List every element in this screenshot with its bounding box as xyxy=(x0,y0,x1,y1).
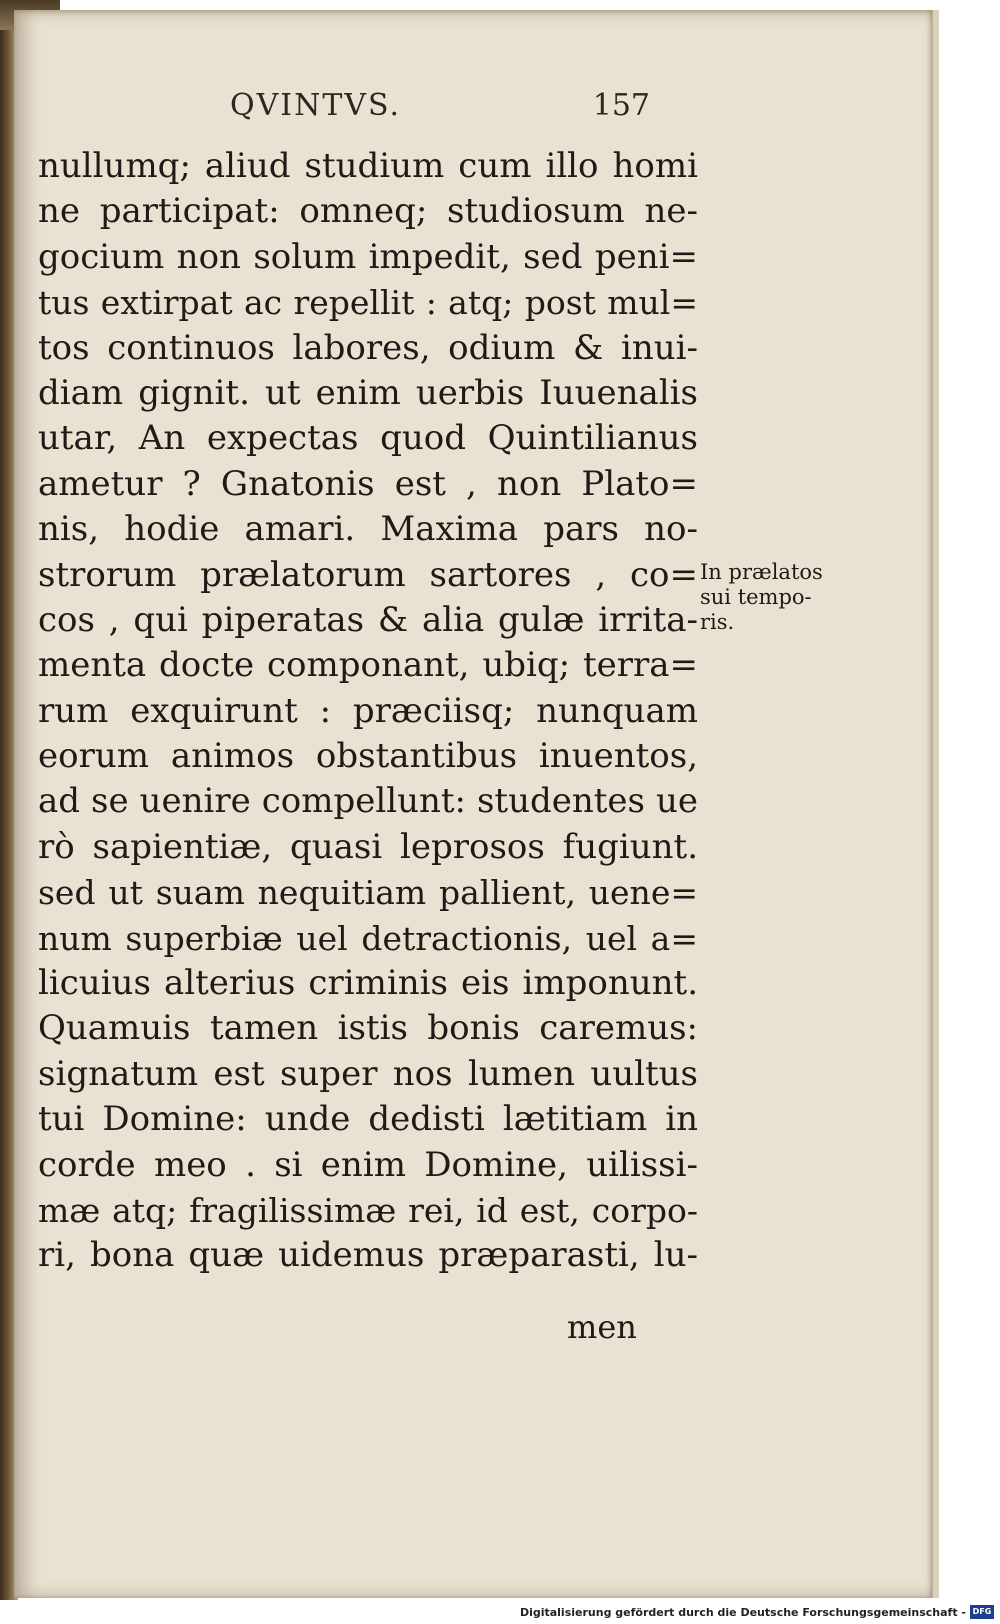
text-line: ametur ? Gnatonis est , non Plato= xyxy=(38,463,698,504)
catchword: men xyxy=(567,1308,637,1346)
text-line: eorum animos obstantibus inuentos, xyxy=(38,736,698,777)
text-line: tus extirpat ac repellit : atq; post mul= xyxy=(38,283,698,323)
text-line: diam gignit. ut enim uerbis Iuuenalis xyxy=(38,372,698,413)
text-line: num superbiæ uel detractionis, uel a= xyxy=(38,918,698,958)
digitization-credit: Digitalisierung gefördert durch die Deutsche Forschungsgemeinschaft - xyxy=(519,1606,966,1619)
text-line: rò sapientiæ, quasi leprosos fugiunt. xyxy=(38,826,698,867)
page-header xyxy=(230,88,650,132)
text-line: rum exquirunt : præciisq; nunquam xyxy=(38,690,698,731)
text-line: strorum prælatorum sartores , co= xyxy=(38,554,698,595)
text-line: ad se uenire compellunt: studentes ue xyxy=(38,781,698,822)
page-edge xyxy=(932,10,939,1598)
body-text xyxy=(38,144,698,1279)
text-line: menta docte componant, ubiq; terra= xyxy=(38,645,698,686)
text-line: ne participat: omneq; studiosum ne- xyxy=(38,191,698,232)
marginal-note-line: In prælatos xyxy=(700,560,823,584)
text-line: mæ atq; fragilissimæ rei, id est, corpo- xyxy=(38,1190,698,1230)
text-line: licuius alterius criminis eis imponunt. xyxy=(38,963,698,1004)
text-line: corde meo . si enim Domine, uilissi- xyxy=(38,1144,698,1185)
text-line: gocium non solum impedit, sed peni= xyxy=(38,236,698,277)
text-line: tos continuos labores, odium & inui- xyxy=(38,327,698,368)
text-line: tui Domine: unde dedisti lætitiam in xyxy=(38,1099,698,1140)
text-line: cos , qui piperatas & alia gulæ irrita- xyxy=(38,599,698,640)
marginal-note xyxy=(700,560,860,635)
text-line: ri, bona quæ uidemus præparasti, lu- xyxy=(38,1235,698,1276)
text-line: Quamuis tamen istis bonis caremus: xyxy=(38,1008,698,1049)
text-line: signatum est super nos lumen uultus xyxy=(38,1053,698,1094)
text-line: nullumq; aliud studium cum illo homi xyxy=(38,146,698,186)
dfg-logo-icon: DFG xyxy=(970,1605,994,1619)
running-head: QVINTVS. xyxy=(230,88,402,123)
text-line: nis, hodie amari. Maxima pars no- xyxy=(38,509,698,550)
page-number: 157 xyxy=(592,88,650,123)
text-line: sed ut suam nequitiam pallient, uene= xyxy=(38,873,698,913)
text-line: utar, An expectas quod Quintilianus xyxy=(38,418,698,459)
marginal-note-line: sui tempo- xyxy=(700,585,812,609)
marginal-note-line: ris. xyxy=(700,610,735,634)
